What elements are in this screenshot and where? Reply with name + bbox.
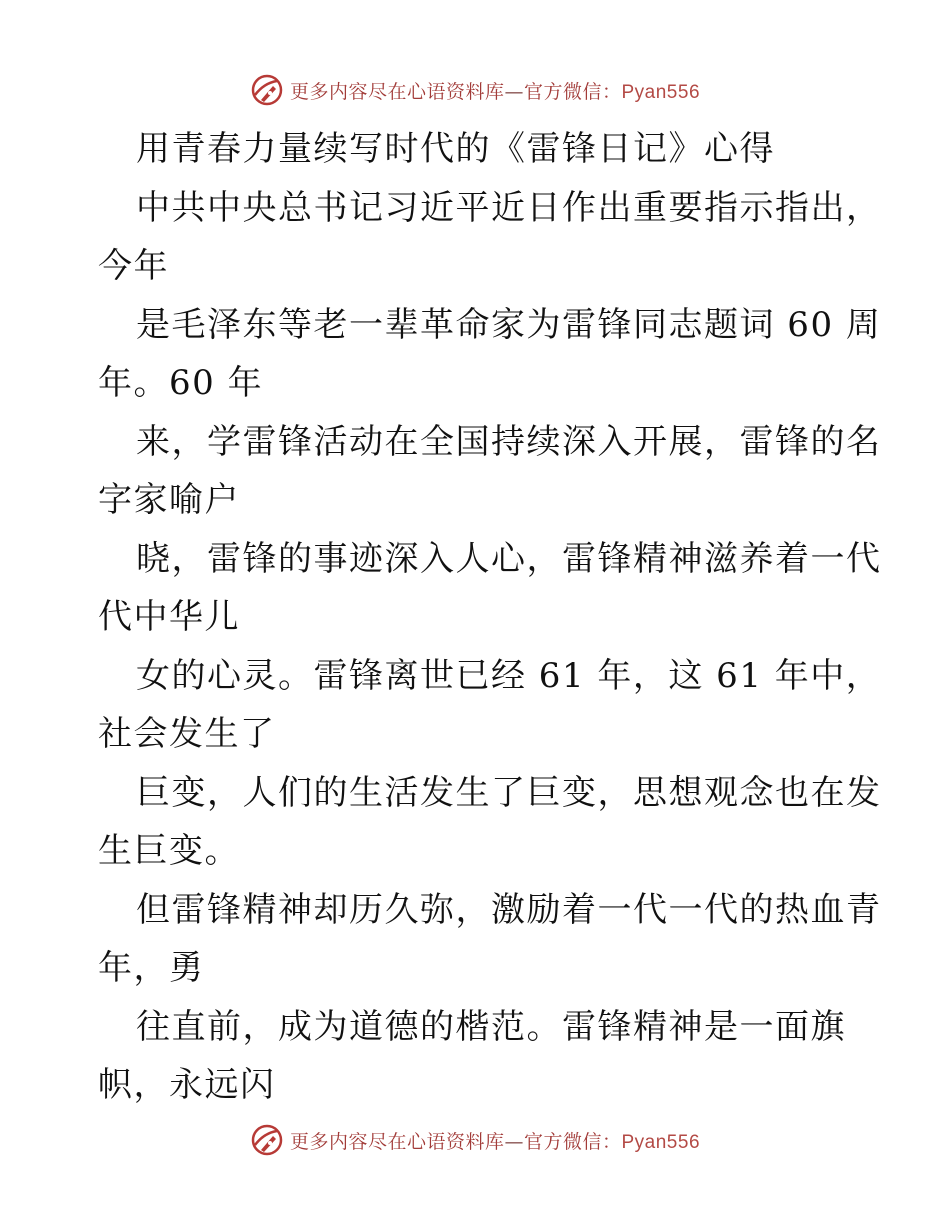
document-title: 用青春力量续写时代的《雷锋日记》心得 xyxy=(136,129,775,169)
paragraph-line: 巨变，人们的生活发生了巨变，思想观念也在发 xyxy=(136,772,882,813)
header-site-text: 更多内容尽在心语资料库 xyxy=(289,80,505,103)
paragraph-line: 生巨变。 xyxy=(98,831,240,871)
paragraph-line: 晓，雷锋的事迹深入人心，雷锋精神滋养着一代 xyxy=(136,538,882,579)
paragraph-line: 女的心灵。雷锋离世已经 61 年，这 61 年中， xyxy=(136,655,882,696)
paragraph-line: 年，勇 xyxy=(98,948,205,988)
paragraph-line: 中共中央总书记习近平近日作出重要指示指出， xyxy=(136,187,882,228)
pen-logo-icon xyxy=(250,73,284,107)
footer-wechat-label: 官方微信： xyxy=(523,1130,622,1153)
paragraph-line: 但雷锋精神却历久弥，激励着一代一代的热血青 xyxy=(136,889,882,930)
footer-banner-text xyxy=(290,1127,700,1154)
header-banner-text xyxy=(290,77,700,104)
paragraph-line: 年。60 年 xyxy=(98,363,264,403)
header-banner xyxy=(0,70,950,110)
document-body xyxy=(98,120,882,1115)
footer-dash: — xyxy=(504,1130,524,1153)
paragraph-line: 代中华儿 xyxy=(98,597,240,637)
header-wechat-label: 官方微信： xyxy=(523,80,622,103)
paragraph-line: 来，学雷锋活动在全国持续深入开展，雷锋的名 xyxy=(136,421,882,462)
footer-site-text: 更多内容尽在心语资料库 xyxy=(289,1130,505,1153)
paragraph-line: 社会发生了 xyxy=(98,714,276,754)
paragraph-line: 是毛泽东等老一辈革命家为雷锋同志题词 60 周 xyxy=(136,304,882,345)
header-dash: — xyxy=(504,80,524,103)
pen-logo-icon xyxy=(250,1123,284,1157)
paragraph-line: 往直前，成为道德的楷范。雷锋精神是一面旗 xyxy=(136,1006,846,1047)
paragraph-line: 字家喻户 xyxy=(98,480,240,520)
footer-wechat-id: Pyan556 xyxy=(621,1131,701,1153)
paragraph-line: 今年 xyxy=(98,246,169,286)
paragraph-line: 帜，永远闪 xyxy=(98,1065,276,1105)
header-wechat-id: Pyan556 xyxy=(621,81,701,103)
footer-banner xyxy=(0,1120,950,1160)
